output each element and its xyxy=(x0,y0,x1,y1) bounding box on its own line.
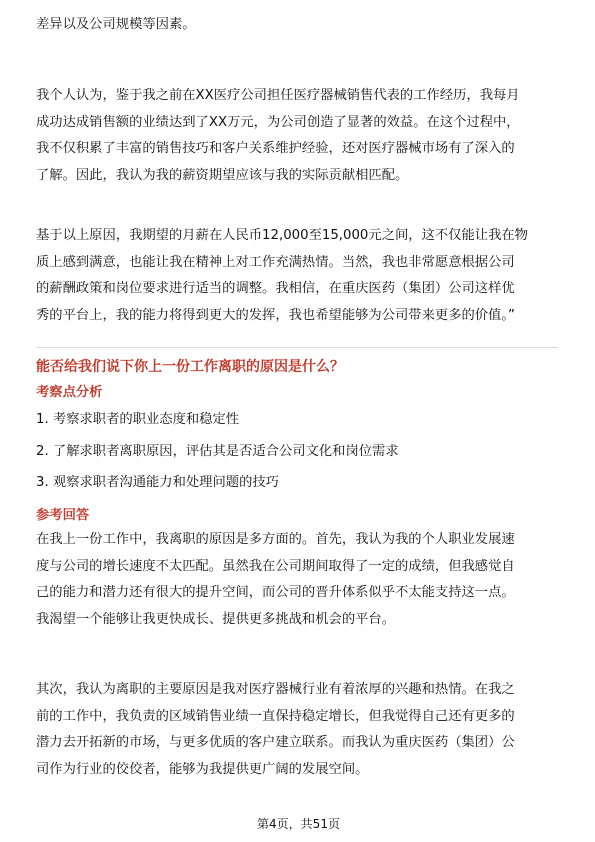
paragraph-line: 了解。因此，我认为我的薪资期望应该与我的实际贡献相匹配。 xyxy=(36,167,409,183)
salary-paragraph-2 xyxy=(36,223,561,329)
answer-label: 参考回答 xyxy=(36,508,90,523)
paragraph-line: 度与公司的增长速度不太匹配。虽然我在公司期间取得了一定的成绩，但我感觉自 xyxy=(36,558,515,574)
paragraph-line: 的薪酬政策和岗位要求进行适当的调整。我相信，在重庆医药（集团）公司这样优 xyxy=(36,281,515,296)
analysis-point: 3. 观察求职者沟通能力和处理问题的技巧 xyxy=(36,475,279,490)
section-divider xyxy=(36,347,558,348)
paragraph-line: 潜力去开拓新的市场，与更多优质的客户建立联系。而我认为重庆医药（集团）公 xyxy=(36,735,515,750)
answer-paragraph-2 xyxy=(36,677,561,783)
question-title: 能否给我们说下你上一份工作离职的原因是什么？ xyxy=(36,359,344,375)
document-page xyxy=(36,0,561,842)
continuation-text: 差异以及公司规模等因素。 xyxy=(36,17,196,32)
paragraph-line: 己的能力和潜力还有很大的提升空间，而公司的晋升体系似乎不太能支持这一点。 xyxy=(36,585,515,600)
salary-paragraph-1 xyxy=(36,83,561,189)
paragraph-line: 我个人认为，鉴于我之前在XX医疗公司担任医疗器械销售代表的工作经历，我每月 xyxy=(36,88,520,103)
paragraph-line: 质上感到满意，也能让我在精神上对工作充满热情。当然，我也非常愿意根据公司 xyxy=(36,254,515,270)
paragraph-line: 我不仅积累了丰富的销售技巧和客户关系维护经验，还对医疗器械市场有了深入的 xyxy=(36,141,515,156)
analysis-point: 2. 了解求职者离职原因，评估其是否适合公司文化和岗位需求 xyxy=(36,444,399,459)
paragraph-line: 成功达成销售额的业绩达到了XX万元，为公司创造了显著的效益。在这个过程中， xyxy=(36,114,520,130)
paragraph-line: 其次，我认为离职的主要原因是我对医疗器械行业有着浓厚的兴趣和热情。在我之 xyxy=(36,682,515,697)
analysis-label: 考察点分析 xyxy=(36,385,103,400)
paragraph-line: 在我上一份工作中，我离职的原因是多方面的。首先，我认为我的个人职业发展速 xyxy=(36,532,515,547)
answer-paragraph-1 xyxy=(36,527,561,633)
analysis-point: 1. 考察求职者的职业态度和稳定性 xyxy=(36,412,240,427)
paragraph-line: 前的工作中，我负责的区域销售业绩一直保持稳定增长，但我觉得自己还有更多的 xyxy=(36,708,515,724)
page-number: 第4页，共51页 xyxy=(257,817,340,831)
paragraph-line: 秀的平台上，我的能力将得到更大的发挥，我也希望能够为公司带来更多的价值。” xyxy=(36,307,515,323)
paragraph-line: 司作为行业的佼佼者，能够为我提供更广阔的发展空间。 xyxy=(36,761,369,777)
paragraph-line: 我渴望一个能够让我更快成长、提供更多挑战和机会的平台。 xyxy=(36,611,396,627)
paragraph-line: 基于以上原因，我期望的月薪在人民币12,000至15,000元之间，这不仅能让我在物 xyxy=(36,228,528,243)
